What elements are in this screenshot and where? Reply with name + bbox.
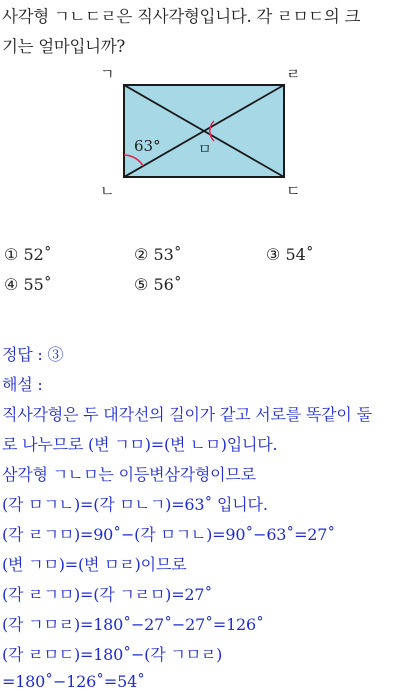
label-center: ㅁ [198, 142, 212, 158]
angle-label: 63° [134, 137, 161, 155]
label-top-right: ㄹ [286, 65, 301, 83]
question-line-2: 기는 얼마입니까? [2, 37, 125, 56]
label-bottom-right: ㄷ [286, 182, 301, 200]
choice-3-num: ③ [266, 245, 281, 264]
choice-2-num: ② [134, 245, 149, 264]
choice-2[interactable] [134, 245, 182, 264]
solution-line-6: (변 ㄱㅁ)=(변 ㅁㄹ)이므로 [2, 555, 187, 574]
label-bottom-left: ㄴ [100, 182, 115, 200]
solution-line-3: 삼각형 ㄱㄴㅁ는 이등변삼각형이므로 [2, 465, 256, 484]
solution-line-4: (각 ㅁㄱㄴ)=(각 ㅁㄴㄱ)=63˚ 입니다. [2, 495, 268, 514]
solution-line-2: 로 나누므로 (변 ㄱㅁ)=(변 ㄴㅁ)입니다. [2, 435, 278, 454]
choice-1-num: ① [4, 245, 19, 264]
choice-4-num: ④ [4, 275, 19, 294]
choice-3[interactable] [266, 245, 314, 264]
answer-label: 정답 : ③ [2, 345, 64, 364]
rectangle-figure [0, 0, 400, 230]
choice-3-text: 54˚ [285, 245, 314, 264]
solution-line-10: =180˚−126˚=54˚ [2, 672, 145, 691]
solution-line-8: (각 ㄱㅁㄹ)=180˚−27˚−27˚=126˚ [2, 615, 264, 634]
explain-label: 해설 : [2, 375, 43, 394]
solution-line-7: (각 ㄹㄱㅁ)=(각 ㄱㄹㅁ)=27˚ [2, 585, 213, 604]
choice-5-num: ⑤ [134, 275, 149, 294]
solution-line-5: (각 ㄹㄱㅁ)=90˚−(각 ㅁㄱㄴ)=90˚−63˚=27˚ [2, 525, 336, 544]
label-top-left: ㄱ [100, 65, 115, 83]
choice-5-text: 56˚ [153, 275, 182, 294]
solution-line-9: (각 ㄹㅁㄷ)=180˚−(각 ㄱㅁㄹ) [2, 645, 223, 664]
choice-2-text: 53˚ [153, 245, 182, 264]
choice-1[interactable] [4, 245, 52, 264]
choice-4[interactable] [4, 275, 52, 294]
choice-4-text: 55˚ [23, 275, 52, 294]
question-line-1: 사각형 ㄱㄴㄷㄹ은 직사각형입니다. 각 ㄹㅁㄷ의 크 [2, 7, 361, 26]
solution-line-1: 직사각형은 두 대각선의 길이가 같고 서로를 똑같이 둘 [2, 405, 372, 424]
choice-1-text: 52˚ [23, 245, 52, 264]
choice-5[interactable] [134, 275, 182, 294]
